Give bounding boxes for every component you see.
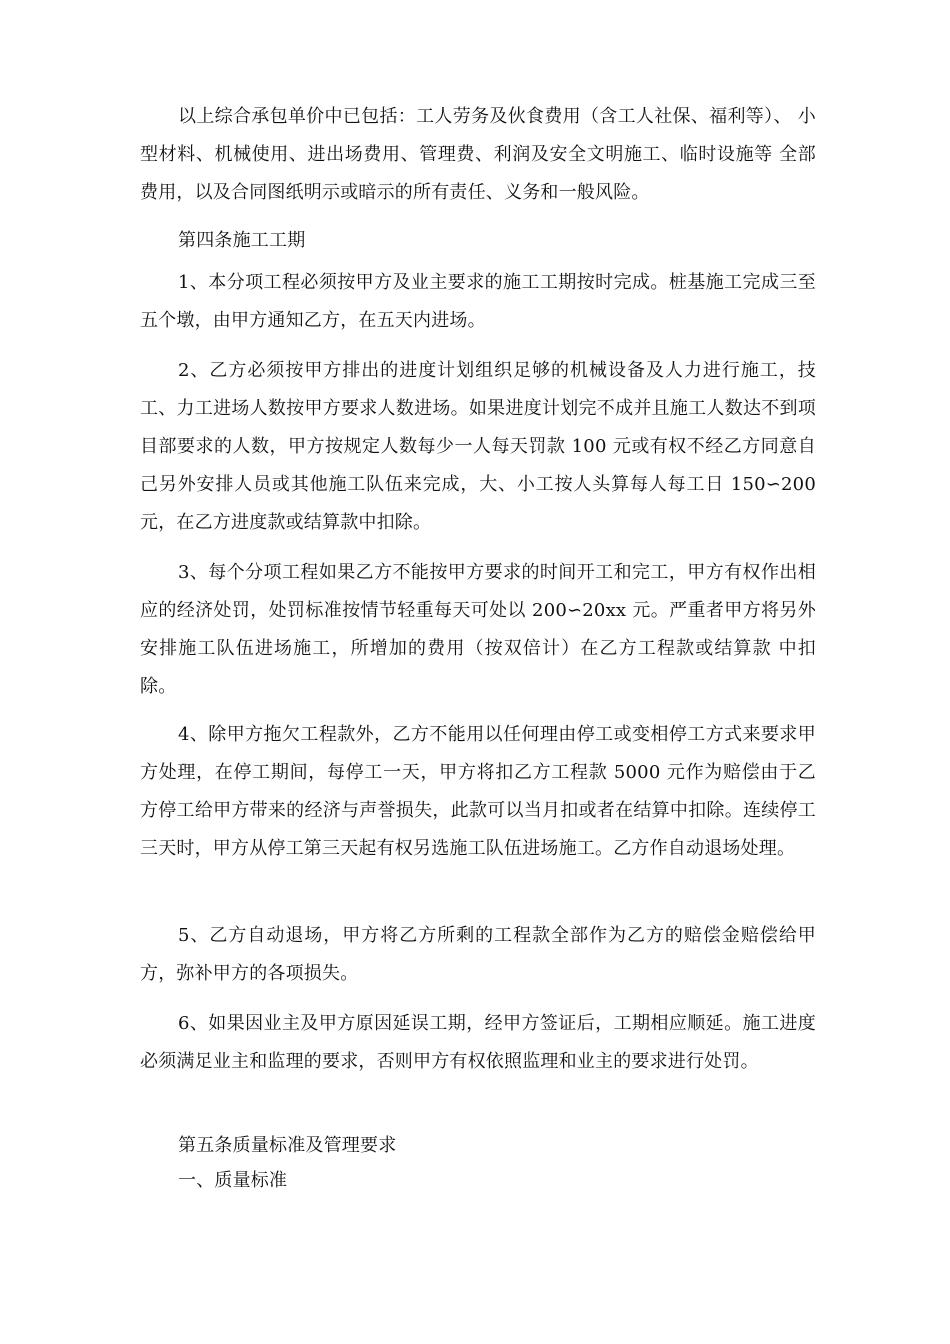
paragraph-clause-4: 4、除甲方拖欠工程款外，乙方不能用以任何理由停工或变相停工方式来要求甲方处理，在停工期间，每停工一天，甲方将扣乙方工程款 5000 元作为赔偿由于乙方停工给甲方带来的经济与声誉损失，此款可以当月扣或者在结算中扣除。连续停工三天时，甲方从停工第三天起有权另选施工队伍进场施工。乙方作自动退场处理。	[140, 724, 816, 859]
paragraph-clause-2: 2、乙方必须按甲方排出的进度计划组织足够的机械设备及人力进行施工，技工、力工进场人数按甲方要求人数进场。如果进度计划完不成并且施工人数达不到项目部要求的人数，甲方按规定人数每少一人每天罚款 100 元或有权不经乙方同意自己另外安排人员或其他施工队伍来完成，大、小工按人头算每人每工日 150∽200 元，在乙方进度款或结算款中扣除。	[140, 360, 816, 533]
heading-article-5-quality: 第五条质量标准及管理要求	[178, 1135, 397, 1156]
paragraph-included-costs: 以上综合承包单价中已包括：工人劳务及伙食费用（含工人社保、福利等）、 小型材料、机械使用、进出场费用、管理费、利润及安全文明施工、临时设施等 全部费用，以及合同图纸明示或暗示的所有责任、义务和一般风险。	[140, 106, 816, 203]
paragraph-clause-3: 3、每个分项工程如果乙方不能按甲方要求的时间开工和完工，甲方有权作出相应的经济处罚，处罚标准按情节轻重每天可处以 200∽20xx 元。严重者甲方将另外安排施工队伍进场施工，所增加的费用（按双倍计）在乙方工程款或结算款 中扣除。	[140, 562, 816, 697]
heading-quality-standard: 一、质量标准	[178, 1170, 288, 1191]
paragraph-clause-1: 1、本分项工程必须按甲方及业主要求的施工工期按时完成。桩基施工完成三至五个墩，由甲方通知乙方，在五天内进场。	[140, 272, 816, 331]
heading-article-4-schedule: 第四条施工工期	[178, 230, 306, 251]
paragraph-clause-5: 5、乙方自动退场，甲方将乙方所剩的工程款全部作为乙方的赔偿金赔偿给甲方，弥补甲方的各项损失。	[140, 925, 816, 984]
paragraph-clause-6: 6、如果因业主及甲方原因延误工期，经甲方签证后，工期相应顺延。施工进度必须满足业主和监理的要求，否则甲方有权依照监理和业主的要求进行处罚。	[140, 1013, 816, 1072]
